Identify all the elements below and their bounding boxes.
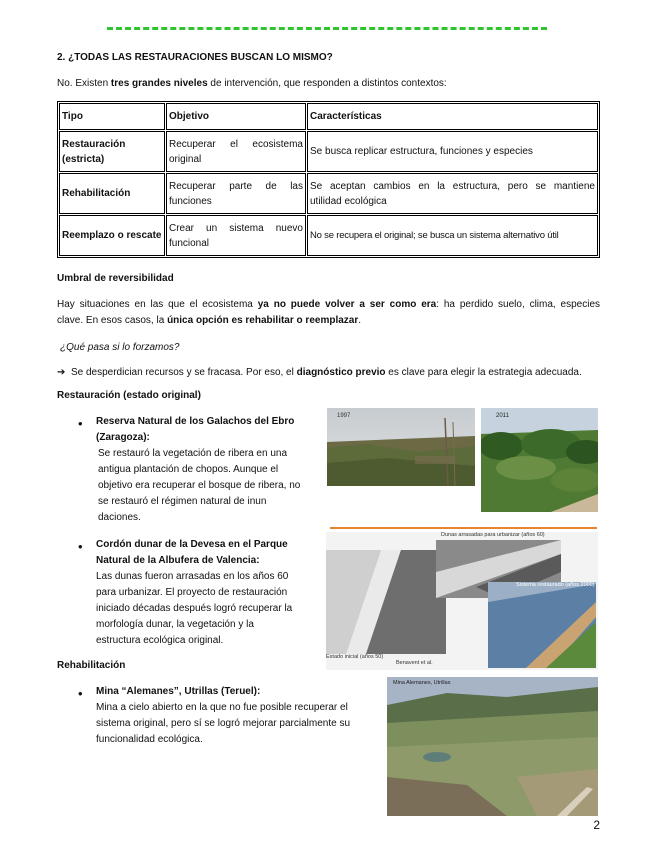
mina-alemanes-photo [387, 677, 598, 816]
devesa-composite-photo [326, 532, 598, 670]
table-row [59, 215, 598, 256]
bullet-icon: • [78, 686, 83, 701]
intro-paragraph [57, 76, 447, 92]
cell-tipo: Restauración (estricta) [59, 131, 165, 172]
table-row [59, 131, 598, 172]
cell-line: utilidad ecológica [310, 195, 387, 207]
restauracion-title: Restauración (estado original) [57, 390, 201, 401]
text-span: : ha perdido suelo, clima, especies [436, 299, 601, 310]
answer-line [57, 365, 582, 381]
item-title: Cordón dunar de la Devesa en el Parque [96, 539, 288, 550]
cell-tipo: Reemplazo o rescate [59, 215, 165, 256]
item-title: (Zaragoza): [96, 432, 150, 443]
item-title: Reserva Natural de los Galachos del Ebro [96, 416, 295, 427]
body-line: iniciado décadas después logró recuperar la [96, 603, 293, 614]
body-line: funcionalidad ecológica. [96, 734, 203, 745]
cell-caracteristicas [307, 173, 598, 214]
list-item-galachos [96, 414, 321, 526]
list-item-devesa [96, 537, 321, 649]
list-item-mina [96, 684, 376, 748]
body-line: se restauró el régimen natural de inun [98, 496, 267, 507]
decorative-dashed-line [107, 27, 547, 30]
intro-bold: tres grandes niveles [110, 78, 208, 89]
bold-span: ya no puede volver a ser como era [257, 299, 437, 310]
photo-label: Mina Alemanes, Utrillas [393, 680, 451, 686]
cell-caracteristicas: Se busca replicar estructura, funciones y especies [307, 131, 598, 172]
cell-line: funciones [169, 195, 212, 207]
rehabilitacion-title: Rehabilitación [57, 660, 126, 671]
table-row [59, 173, 598, 214]
cell-line: funcional [169, 237, 210, 249]
item-body [98, 446, 321, 526]
question-text: ¿Qué pasa si lo forzamos? [60, 342, 180, 353]
text-span: Hay situaciones en las que el ecosistema [57, 299, 258, 310]
photo-caption: Sistema restaurado (años 2000) [516, 582, 595, 588]
body-line: Las dunas fueron arrasadas en los años 60 [96, 571, 289, 582]
photo-credit: Benavent et al. [396, 660, 433, 666]
bold-span: única opción es rehabilitar o reemplazar [167, 315, 359, 326]
section-heading: 2. ¿TODAS LAS RESTAURACIONES BUSCAN LO MISMO? [57, 52, 333, 63]
body-line: sistema original, pero sí se logró mejorar parcialmente su [96, 718, 350, 729]
umbral-paragraph [57, 297, 600, 329]
photo-label: 1997 [337, 413, 351, 419]
cell-line: Recuperar el ecosistema [169, 138, 303, 150]
text-span: es clave para elegir la estrategia adecuada. [385, 367, 582, 378]
cell-objetivo [166, 215, 306, 256]
header-caracteristicas: Características [307, 103, 598, 130]
header-tipo: Tipo [59, 103, 165, 130]
item-title: Natural de la Albufera de Valencia: [96, 555, 260, 566]
text-span: Se desperdician recursos y se fracasa. Por eso, el [70, 367, 297, 378]
galachos-1997-photo [327, 408, 475, 486]
umbral-line-2 [57, 313, 600, 329]
umbral-title: Umbral de reversibilidad [57, 273, 174, 284]
text-span: clave. En esos casos, la [57, 315, 168, 326]
photo-label: 2011 [496, 413, 509, 419]
intervention-levels-table [57, 101, 600, 258]
page-number: 2 [593, 818, 600, 832]
text-span: . [358, 315, 362, 326]
table-header-row [59, 103, 598, 130]
cell-tipo: Rehabilitación [59, 173, 165, 214]
photo-caption: Dunas arrasadas para urbanizar (años 60) [441, 532, 545, 538]
photo-caption: Estado inicial (años 50) [326, 654, 384, 660]
body-line: para urbanizar. El proyecto de restauración [96, 587, 288, 598]
galachos-2011-photo [481, 408, 598, 512]
body-line: daciones. [98, 512, 141, 523]
cell-line: Crear un sistema nuevo [169, 222, 303, 234]
body-line: antigua plantación de chopos. Aunque el [98, 464, 279, 475]
header-objetivo: Objetivo [166, 103, 306, 130]
cell-line: Se aceptan cambios en la estructura, pero se mantiene [310, 180, 595, 192]
body-line: Mina a cielo abierto en la que no fue posible recuperar el [96, 702, 348, 713]
intro-text-end: de intervención, que responden a distintos contextos: [207, 78, 447, 89]
cell-caracteristicas: No se recupera el original; se busca un sistema alternativo útil [307, 215, 598, 256]
bold-span: diagnóstico previo [296, 367, 386, 378]
cell-objetivo [166, 131, 306, 172]
item-title: Mina “Alemanes”, Utrillas (Teruel): [96, 686, 261, 697]
orange-divider [330, 527, 597, 529]
body-line: estructura ecológica original. [96, 635, 224, 646]
cell-line: Recuperar parte de las [169, 180, 303, 192]
cell-objetivo [166, 173, 306, 214]
umbral-line-1 [57, 297, 600, 313]
bullet-icon: • [78, 539, 83, 554]
bullet-icon: • [78, 416, 83, 431]
body-line: Se restauró la vegetación de ribera en una [98, 448, 288, 459]
arrow-icon: ➔ [57, 367, 66, 378]
body-line: morfología dunar, la vegetación y la [96, 619, 254, 630]
body-line: objetivo era recuperar el bosque de ribera, no [98, 480, 301, 491]
intro-text: No. Existen [57, 78, 111, 89]
cell-line: original [169, 153, 202, 165]
